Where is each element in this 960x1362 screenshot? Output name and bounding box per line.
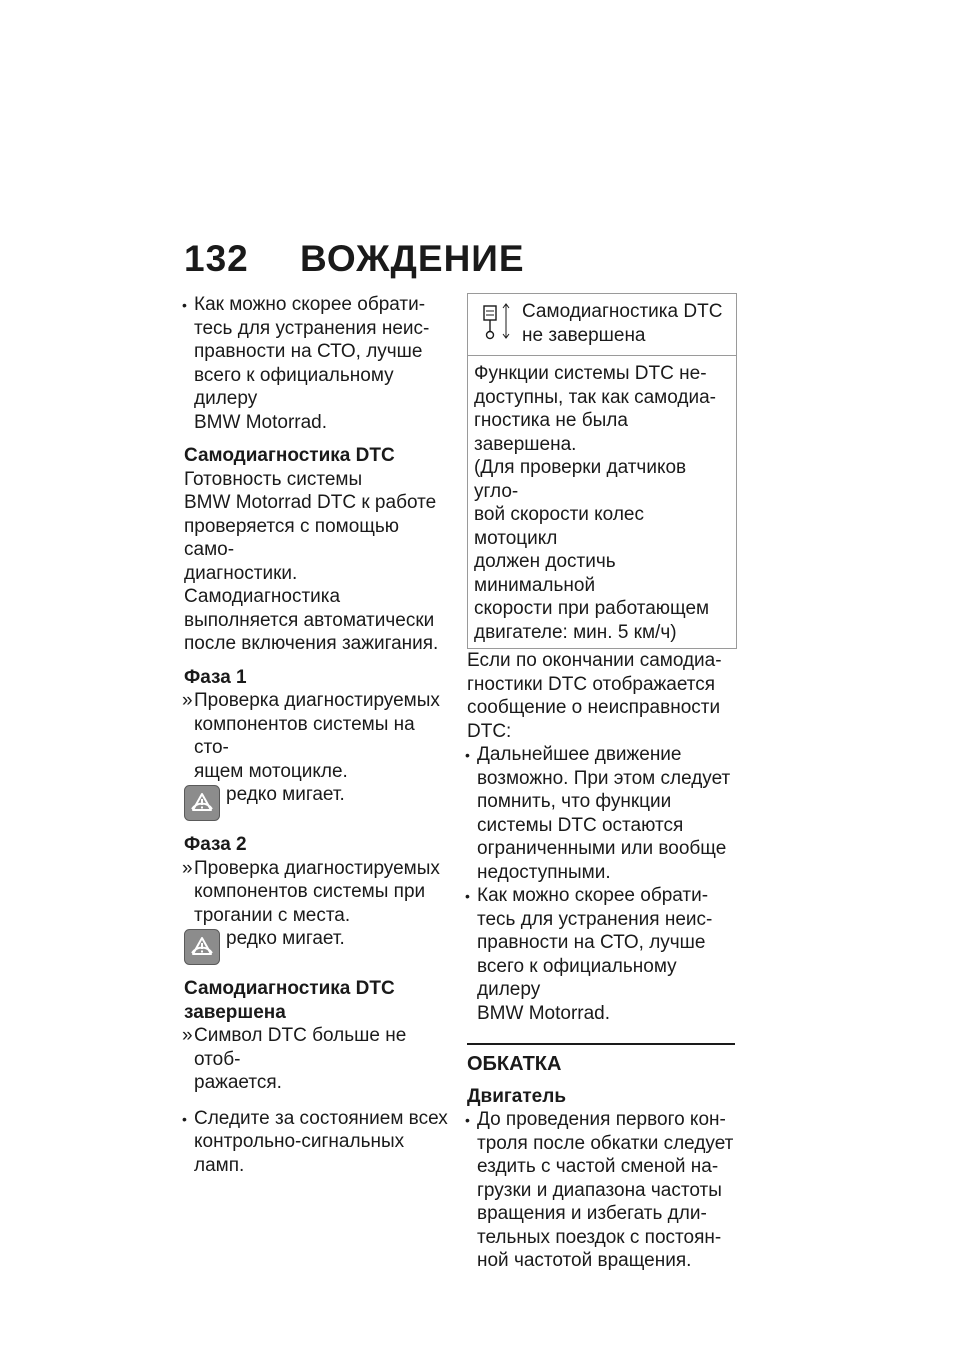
line: всего к официальному дилеру bbox=[194, 364, 394, 409]
notice-title-line: не завершена bbox=[522, 324, 646, 346]
line: Готовность системы bbox=[184, 468, 363, 490]
done-step bbox=[184, 1024, 448, 1095]
step-mark: » bbox=[182, 1025, 193, 1046]
line: всего к официальному дилеру bbox=[477, 955, 677, 1000]
line: (Для проверки датчиков угло- bbox=[474, 457, 687, 502]
line: До проведения первого кон- bbox=[477, 1109, 726, 1130]
line: грузки и диапазона частоты bbox=[477, 1179, 722, 1201]
phase1-step bbox=[184, 689, 448, 783]
line: гностики DTC отображается bbox=[467, 673, 716, 695]
step-mark: » bbox=[182, 857, 193, 879]
line: контрольно-сигнальных ламп. bbox=[194, 1131, 405, 1176]
line: BMW Motorrad. bbox=[194, 411, 328, 433]
line: недоступными. bbox=[477, 861, 611, 883]
after-diagnosis-text bbox=[467, 649, 737, 743]
notice-body bbox=[468, 356, 736, 648]
bullet-continue-driving bbox=[467, 743, 737, 884]
line: проверяется с помощью само- bbox=[184, 515, 400, 560]
warning-triangle-lamp-icon bbox=[184, 929, 220, 965]
bullet-mark: • bbox=[465, 747, 470, 763]
line: после включения зажигания. bbox=[184, 633, 439, 654]
page-header bbox=[184, 238, 525, 280]
phase2-warning bbox=[184, 927, 448, 967]
chapter-title: ВОЖДЕНИЕ bbox=[300, 238, 525, 279]
line: ездить с частой сменой на- bbox=[477, 1156, 719, 1177]
line: скорости при работающем bbox=[474, 598, 710, 619]
bullet-mark: • bbox=[465, 1112, 470, 1128]
bullet-contact-dealer-2 bbox=[467, 884, 737, 1025]
phase1-warning bbox=[184, 783, 448, 823]
line: Если по окончании самодиа- bbox=[467, 650, 722, 671]
line: DTC: bbox=[467, 720, 512, 742]
line: завершена bbox=[184, 1001, 286, 1023]
line: возможно. При этом следует bbox=[477, 767, 731, 789]
phase2-heading: Фаза 2 bbox=[184, 834, 247, 855]
dtc-heading: Самодиагностика DTC bbox=[184, 445, 395, 466]
left-column bbox=[184, 293, 448, 1177]
notice-title-line: Самодиагностика DTC bbox=[522, 301, 723, 322]
warning-triangle-lamp-icon bbox=[184, 785, 220, 821]
line: троля после обкатки следует bbox=[477, 1132, 734, 1154]
line: ограниченными или вообще bbox=[477, 838, 727, 859]
line: ной частотой вращения. bbox=[477, 1250, 692, 1271]
line: вращения и избегать дли- bbox=[477, 1203, 707, 1224]
bullet-mark: • bbox=[182, 297, 187, 313]
line: ражается. bbox=[194, 1072, 282, 1093]
line: помнить, что функции bbox=[477, 791, 672, 812]
line: правности на СТО, лучше bbox=[194, 341, 423, 362]
line: выполняется автоматически bbox=[184, 609, 435, 631]
line: двигателе: мин. 5 км/ч) bbox=[474, 621, 677, 643]
engine-heading: Двигатель bbox=[467, 1085, 566, 1107]
line: правности на СТО, лучше bbox=[477, 932, 706, 953]
line: ящем мотоцикле. bbox=[194, 760, 348, 782]
bullet-engine-break-in bbox=[467, 1108, 737, 1273]
phase1-heading: Фаза 1 bbox=[184, 666, 247, 688]
step-mark: » bbox=[182, 690, 193, 711]
line: Символ DTC больше не отоб- bbox=[194, 1025, 407, 1070]
line: Как можно скорее обрати- bbox=[194, 294, 426, 315]
line: компонентов системы при bbox=[194, 881, 426, 902]
line: системы DTC остаются bbox=[477, 814, 684, 836]
line: вой скорости колес мотоцикл bbox=[474, 504, 644, 549]
line: тесь для устранения неис- bbox=[194, 317, 430, 339]
section-divider bbox=[467, 1043, 735, 1045]
page-number: 132 bbox=[184, 238, 249, 279]
bullet-monitor-lamps bbox=[184, 1107, 448, 1178]
notice-header bbox=[468, 294, 736, 356]
line: Проверка диагностируемых bbox=[194, 857, 440, 879]
bullet-contact-dealer bbox=[184, 293, 448, 434]
line: BMW Motorrad DTC к работе bbox=[184, 492, 437, 513]
line: BMW Motorrad. bbox=[477, 1002, 611, 1024]
line: тельных поездок с постоян- bbox=[477, 1226, 722, 1248]
line: тесь для устранения неис- bbox=[477, 908, 713, 930]
phase2-step bbox=[184, 857, 448, 928]
line: Как можно скорее обрати- bbox=[477, 885, 709, 906]
section-title: ОБКАТКА bbox=[467, 1053, 562, 1075]
line: Дальнейшее движение bbox=[477, 744, 682, 765]
bullet-mark: • bbox=[465, 888, 470, 904]
line: доступны, так как самодиа- bbox=[474, 386, 716, 408]
line: Самодиагностика DTC bbox=[184, 978, 395, 999]
dtc-text bbox=[184, 468, 448, 656]
line: компонентов системы на сто- bbox=[194, 713, 415, 758]
line: Функции системы DTC не- bbox=[474, 363, 707, 384]
bullet-mark: • bbox=[182, 1110, 187, 1127]
notice-box bbox=[467, 293, 737, 649]
warning-text: редко мигает. bbox=[226, 784, 345, 805]
warning-text: редко мигает. bbox=[226, 928, 345, 949]
line: должен достичь минимальной bbox=[474, 551, 616, 596]
line: диагностики. Самодиагностика bbox=[184, 562, 341, 607]
line: Следите за состоянием всех bbox=[194, 1107, 448, 1129]
line: Проверка диагностируемых bbox=[194, 690, 440, 711]
line: трогании с места. bbox=[194, 904, 351, 926]
diagnosis-gauge-icon bbox=[482, 302, 512, 342]
done-heading bbox=[184, 977, 448, 1024]
right-column bbox=[467, 293, 737, 1273]
line: гностика не была завершена. bbox=[474, 410, 628, 455]
line: сообщение о неисправности bbox=[467, 697, 721, 718]
